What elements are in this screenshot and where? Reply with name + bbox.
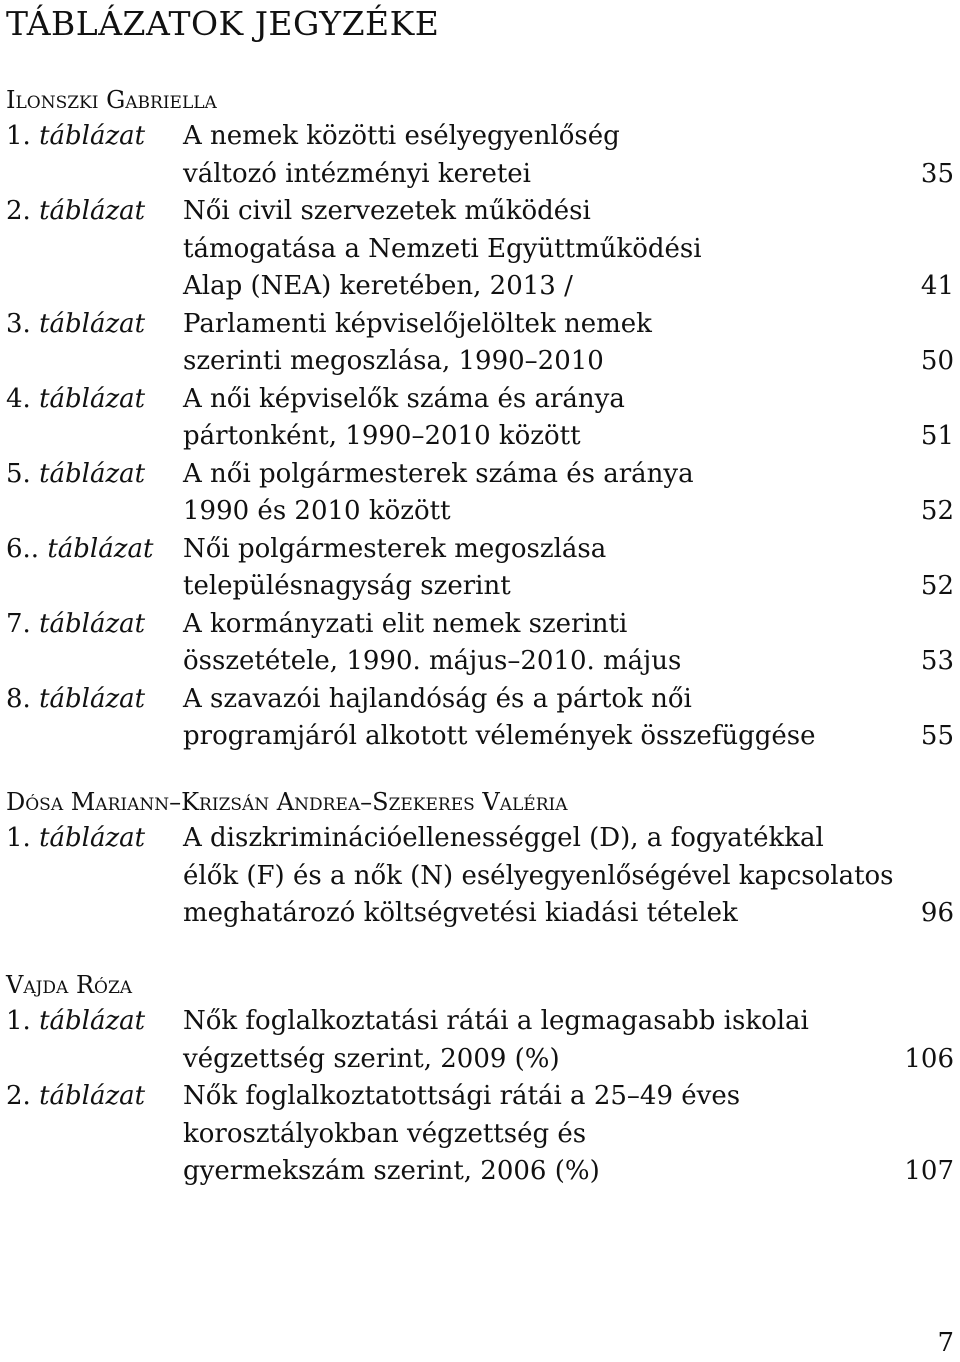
table-title <box>183 1003 903 1078</box>
table-word: táblázat <box>39 458 146 489</box>
toc-entry <box>0 456 960 531</box>
table-number: 4. <box>6 383 31 414</box>
table-label <box>6 606 145 644</box>
table-word: táblázat <box>39 121 146 151</box>
table-title-line: Női polgármesterek megoszlása <box>183 533 607 564</box>
table-number: 7. <box>6 608 31 639</box>
page-ref: 96 <box>920 898 954 928</box>
table-title-line: A nemek közötti esélyegyenlőség <box>183 121 620 151</box>
table-title <box>183 193 903 306</box>
section-author: Vajda Róza <box>6 971 133 999</box>
table-title <box>183 456 903 531</box>
toc-entry <box>0 193 960 306</box>
table-title-line: 1990 és 2010 között <box>183 496 451 526</box>
table-title <box>183 820 903 933</box>
table-label <box>6 1078 145 1116</box>
toc-entry <box>0 118 960 193</box>
toc-section <box>0 967 960 1191</box>
table-number: 5. <box>6 458 31 489</box>
page-ref: 52 <box>920 571 954 601</box>
table-number: 1. <box>6 121 31 151</box>
table-title <box>183 306 903 381</box>
page-ref: 35 <box>920 158 954 189</box>
table-title-line: korosztályokban végzettség és <box>183 1118 587 1149</box>
table-title <box>183 531 903 606</box>
toc-entry <box>0 606 960 681</box>
toc-entry <box>0 531 960 606</box>
table-word: táblázat <box>47 533 154 564</box>
page-ref: 55 <box>920 721 954 751</box>
table-label <box>6 118 145 156</box>
table-title-line: szerinti megoszlása, 1990–2010 <box>183 346 604 376</box>
page-number: 7 <box>937 1328 954 1358</box>
table-title-line: Nők foglalkoztatási rátái a legmagasabb iskolai <box>183 1006 809 1036</box>
page-ref: 53 <box>920 646 954 676</box>
page-ref: 106 <box>904 1043 954 1074</box>
toc-entry <box>0 381 960 456</box>
table-title <box>183 606 903 681</box>
page-title: TÁBLÁZATOK JEGYZÉKE <box>6 4 440 43</box>
table-number: 8. <box>6 683 31 714</box>
table-title-line: támogatása a Nemzeti Együttműködési <box>183 233 702 264</box>
toc-entry <box>0 1078 960 1191</box>
table-title-line: élők (F) és a nők (N) esélyegyenlőségével kapcsolatos <box>183 860 894 891</box>
section-author: Dósa Mariann–Krizsán Andrea–Szekeres Valéria <box>6 788 568 816</box>
table-label <box>6 456 145 494</box>
table-title-line: településnagyság szerint <box>183 571 511 601</box>
table-title <box>183 381 903 456</box>
toc-entry <box>0 681 960 756</box>
table-word: táblázat <box>39 683 146 714</box>
table-title-line: programjáról alkotott vélemények összefüggése <box>183 721 816 751</box>
table-title-line: A női polgármesterek száma és aránya <box>183 458 694 489</box>
page-ref: 50 <box>920 346 954 376</box>
table-title-line: meghatározó költségvetési kiadási tételek <box>183 898 738 928</box>
table-word: táblázat <box>39 823 146 853</box>
toc-section <box>0 82 960 756</box>
page-ref: 52 <box>920 496 954 526</box>
table-title <box>183 118 903 193</box>
table-title-line: gyermekszám szerint, 2006 (%) <box>183 1156 600 1186</box>
table-title-line: pártonként, 1990–2010 között <box>183 421 581 451</box>
table-title-line: A női képviselők száma és aránya <box>183 383 625 414</box>
table-word: táblázat <box>39 308 146 339</box>
table-word: táblázat <box>39 1081 146 1111</box>
page-ref: 41 <box>920 271 954 301</box>
table-label <box>6 820 145 858</box>
table-word: táblázat <box>39 1006 146 1036</box>
table-title-line: Női civil szervezetek működési <box>183 196 591 226</box>
table-word: táblázat <box>39 608 146 639</box>
table-title-line: Parlamenti képviselőjelöltek nemek <box>183 308 652 339</box>
page-ref: 51 <box>920 421 954 451</box>
table-number: 2. <box>6 1081 31 1111</box>
table-title-line: Alap (NEA) keretében, 2013 / <box>183 271 573 301</box>
table-title <box>183 681 903 756</box>
table-label <box>6 306 145 344</box>
table-title-line: Nők foglalkoztatottsági rátái a 25–49 éves <box>183 1081 741 1111</box>
table-title-line: összetétele, 1990. május–2010. május <box>183 646 682 676</box>
section-author: Ilonszki Gabriella <box>6 86 217 114</box>
table-label <box>6 531 153 569</box>
table-title-line: végzettség szerint, 2009 (%) <box>183 1043 560 1074</box>
table-word: táblázat <box>39 383 146 414</box>
table-number: 6.. <box>6 533 40 564</box>
toc-entry <box>0 306 960 381</box>
table-number: 1. <box>6 823 31 853</box>
table-label <box>6 381 145 419</box>
page-ref: 107 <box>904 1156 954 1186</box>
table-number: 1. <box>6 1006 31 1036</box>
table-word: táblázat <box>39 196 146 226</box>
table-label <box>6 193 145 231</box>
toc-entry <box>0 1003 960 1078</box>
toc-section <box>0 784 960 933</box>
table-title <box>183 1078 903 1191</box>
table-number: 3. <box>6 308 31 339</box>
table-title-line: A kormányzati elit nemek szerinti <box>183 608 628 639</box>
table-title-line: A diszkriminációellenességgel (D), a fogyatékkal <box>183 823 824 853</box>
table-label <box>6 1003 145 1041</box>
table-title-line: változó intézményi keretei <box>183 158 531 189</box>
table-title-line: A szavazói hajlandóság és a pártok női <box>183 683 692 714</box>
table-label <box>6 681 145 719</box>
toc-entry <box>0 820 960 933</box>
table-number: 2. <box>6 196 31 226</box>
